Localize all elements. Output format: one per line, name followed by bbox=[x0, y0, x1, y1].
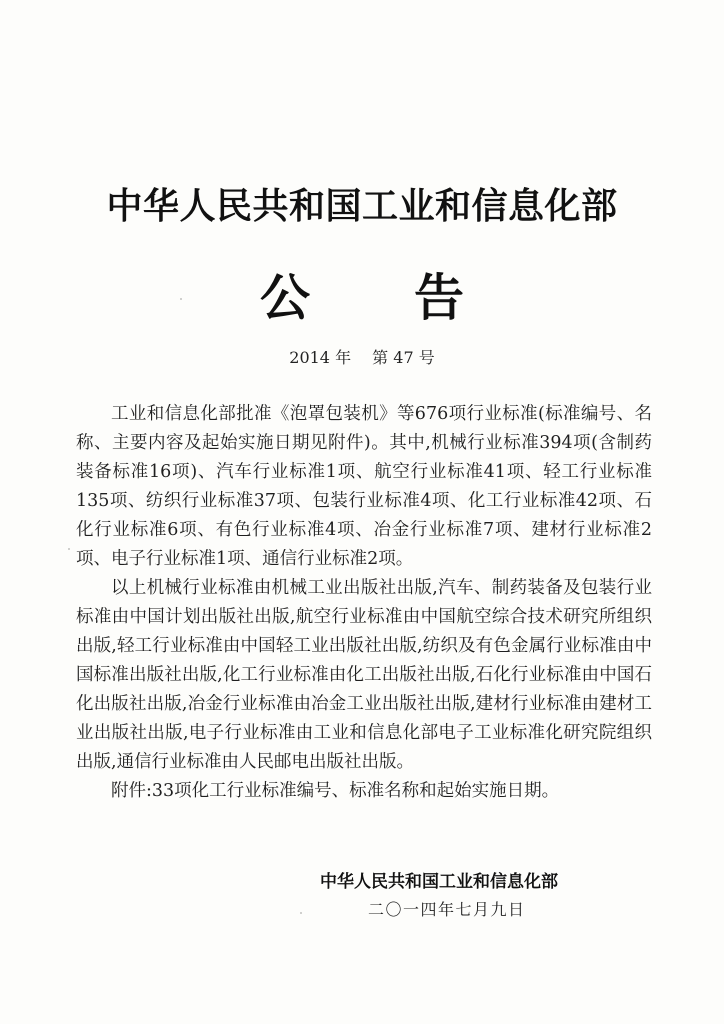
body-paragraph-approval: 工业和信息化部批准《泡罩包装机》等676项行业标准(标准编号、名称、主要内容及起始实施日期见附件)。其中,机械行业标准394项(含制药装备标准16项)、汽车行业标准1项、航空行业标准41项、轻工行业标准135项、纺织行业标准37项、包装行业标准4项、化工行业标准42项、石化行业标准6项、有色行业标准4项、冶金行业标准7项、建材行业标准2项、电子行业标准1项、通信行业标准2项。 bbox=[76, 404, 652, 569]
scan-speck bbox=[180, 298, 182, 300]
document-number bbox=[0, 345, 724, 368]
document-type-heading: 公告 bbox=[260, 269, 568, 327]
document-issue-number: 第 47 号 bbox=[372, 348, 435, 367]
body-paragraph-attachment: 附件:33项化工行业标准编号、标准名称和起始实施日期。 bbox=[111, 781, 560, 801]
announcement-body bbox=[76, 400, 652, 806]
signature-date: 二〇一四年七月九日 bbox=[368, 900, 526, 919]
scan-speck bbox=[68, 548, 70, 550]
scan-speck bbox=[300, 912, 302, 914]
document-year: 2014 年 bbox=[289, 348, 352, 367]
ministry-title: 中华人民共和国工业和信息化部 bbox=[106, 186, 618, 227]
body-paragraph-publishers: 以上机械行业标准由机械工业出版社出版,汽车、制药装备及包装行业标准由中国计划出版社出版,航空行业标准由中国航空综合技术研究所组织出版,轻工行业标准由中国轻工业出版社出版,纺织及有色金属行业标准由中国标准出版社出版,化工行业标准由化工出版社出版,石化行业标准由中国石化出版社出版,冶金行业标准由冶金工业出版社出版,建材行业标准由建材工业出版社出版,电子行业标准由工业和信息化部电子工业标准化研究院组织出版,通信行业标准由人民邮电出版社出版。 bbox=[76, 578, 652, 772]
signature-organization: 中华人民共和国工业和信息化部 bbox=[320, 872, 558, 892]
